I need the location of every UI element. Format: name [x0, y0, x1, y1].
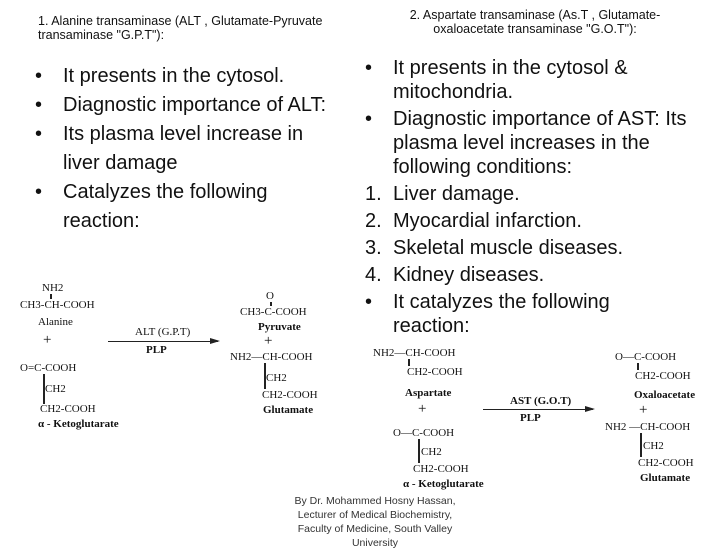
bullet-marker: 2. [365, 210, 382, 232]
bullet-item [365, 107, 690, 179]
bullet-marker: • [365, 57, 373, 79]
plus: + [43, 332, 52, 348]
aspartate-line1: NH2—CH-COOH [373, 347, 456, 359]
bullet-marker: • [35, 181, 43, 203]
bullet-item [365, 182, 690, 206]
enzyme-label: AST (G.O.T) [510, 395, 572, 407]
bond [640, 433, 642, 457]
bullet-marker: • [35, 65, 43, 87]
bullet-marker: 4. [365, 264, 382, 286]
bullet-marker: • [365, 291, 373, 313]
pyruvate-formula: CH3-C-COOH [240, 306, 307, 318]
bond [408, 359, 410, 366]
bullet-text: It presents in the cytosol. [63, 65, 285, 87]
akg-line1: O=C-COOH [20, 362, 77, 374]
bullet-marker: 1. [365, 183, 382, 205]
akg-label: α - Ketoglutarate [403, 478, 484, 490]
reaction-arrow [483, 409, 593, 410]
footer-credit: By Dr. Mohammed Hosny Hassan, Lecturer of Medical Biochemistry, Faculty of Medicine, South Valley University [294, 495, 456, 549]
akg-line1: O—C-COOH [393, 427, 455, 439]
plus: + [639, 402, 648, 418]
alanine-nh2: NH2 [42, 282, 64, 294]
enzyme-label: ALT (G.P.T) [135, 326, 191, 338]
bullet-item [365, 236, 690, 260]
plus: + [418, 401, 427, 417]
oxaloacetate-line1: O—C-COOH [615, 351, 677, 363]
glutamate-label: Glutamate [640, 472, 691, 484]
bullet-marker: • [35, 123, 43, 145]
glutamate-label: Glutamate [263, 404, 314, 416]
glutamate-line1: NH2—CH-COOH [230, 351, 313, 363]
bullet-marker: 3. [365, 237, 382, 259]
bullet-text: It presents in the cytosol & mitochondria. [393, 57, 628, 103]
bullet-text: Diagnostic importance of AST: Its plasma level increases in the following conditions: [393, 108, 687, 178]
bond [418, 439, 420, 463]
bullet-text: It catalyzes the following reaction: [393, 291, 610, 337]
bullet-text: Its plasma level increase in liver damage [63, 123, 304, 174]
aspartate-label: Aspartate [405, 387, 452, 399]
glutamate-line3: CH2-COOH [262, 389, 318, 401]
bullet-text: Diagnostic importance of ALT: [63, 94, 327, 116]
alanine-formula: CH3-CH-COOH [20, 299, 95, 311]
plus: + [264, 333, 273, 349]
ast-heading: 2. Aspartate transaminase (As.T , Glutamate-oxaloacetate transaminase "G.O.T"): [409, 8, 661, 36]
bullet-marker: • [35, 94, 43, 116]
ast-bullets [365, 56, 690, 341]
bullet-item [365, 209, 690, 233]
bullet-item [365, 290, 690, 338]
bullet-item [35, 62, 335, 91]
oxaloacetate-line2: CH2-COOH [635, 370, 691, 382]
akg-line2: CH2 [421, 446, 442, 458]
alt-bullets [35, 62, 335, 236]
akg-line2: CH2 [45, 383, 66, 395]
bullet-item [35, 178, 335, 236]
pyruvate-o: O [266, 290, 274, 302]
akg-line3: CH2-COOH [40, 403, 96, 415]
akg-label: α - Ketoglutarate [38, 418, 119, 430]
cofactor-label: PLP [520, 412, 541, 424]
bond [637, 363, 639, 370]
alanine-label: Alanine [38, 316, 73, 328]
alt-heading: 1. Alanine transaminase (ALT , Glutamate-Pyruvate transaminase "G.P.T"): [38, 14, 323, 42]
cofactor-label: PLP [146, 344, 167, 356]
bullet-text: Liver damage. [393, 183, 520, 205]
oxaloacetate-label: Oxaloacetate [634, 389, 696, 401]
akg-line3: CH2-COOH [413, 463, 469, 475]
bullet-text: Skeletal muscle diseases. [393, 237, 624, 259]
glutamate-line3: CH2-COOH [638, 457, 694, 469]
pyruvate-label: Pyruvate [258, 321, 301, 333]
bullet-text: Catalyzes the following reaction: [63, 181, 268, 232]
aspartate-line2: CH2-COOH [407, 366, 463, 378]
bullet-item [365, 263, 690, 287]
bullet-text: Myocardial infarction. [393, 210, 582, 232]
bullet-item [35, 120, 335, 178]
bullet-item [35, 91, 335, 120]
reaction-arrow [108, 341, 218, 342]
bullet-item [365, 56, 690, 104]
glutamate-line1: NH2 —CH-COOH [605, 421, 691, 433]
bullet-marker: • [365, 108, 373, 130]
glutamate-line2: CH2 [266, 372, 287, 384]
glutamate-line2: CH2 [643, 440, 664, 452]
bullet-text: Kidney diseases. [393, 264, 545, 286]
